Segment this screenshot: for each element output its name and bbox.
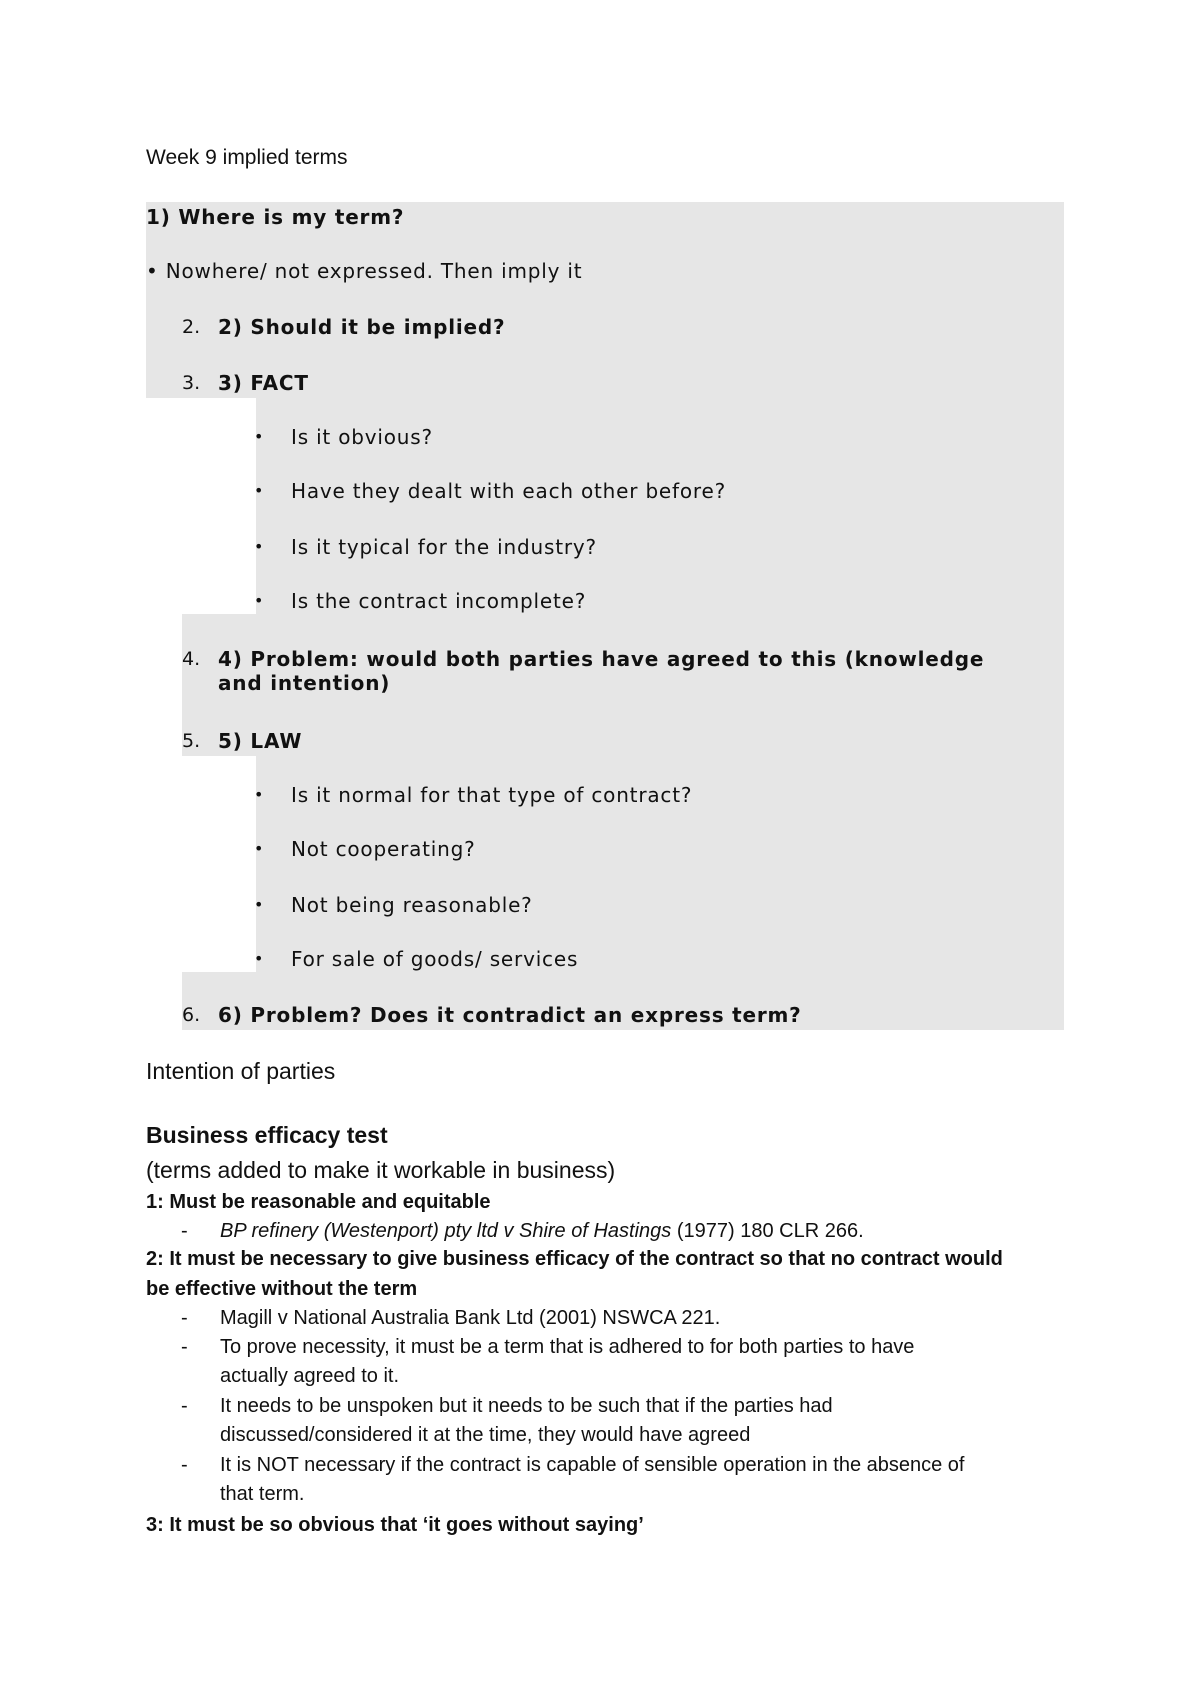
highlight-block-top — [146, 202, 1064, 398]
rule-2-point-text-line1: It is NOT necessary if the contract is capable of sensible operation in the absence of — [220, 1454, 965, 1476]
case-name: BP refinery (Westenport) pty ltd v Shire of Hastings — [220, 1220, 672, 1242]
rule-2-point — [183, 1332, 1053, 1392]
outline-item-number: 5. — [182, 730, 201, 752]
rule-2-line2: be effective without the term — [146, 1278, 418, 1300]
rule-1: 1: Must be reasonable and equitable — [146, 1191, 491, 1213]
outline-item-number: 4. — [182, 648, 201, 670]
fact-bullet-text: Have they dealt with each other before? — [291, 479, 727, 503]
bullet-icon: • — [254, 839, 265, 858]
outline-question-1: 1) Where is my term? — [146, 205, 405, 229]
rule-2-point-text: Magill v National Australia Bank Ltd (2001) NSWCA 221. — [220, 1307, 721, 1329]
law-bullet-text: Not cooperating? — [291, 837, 476, 861]
outline-item-text: 5) LAW — [218, 729, 303, 753]
bullet-icon: • — [254, 427, 265, 446]
law-bullet-text: Not being reasonable? — [291, 893, 533, 917]
bullet-icon: • — [254, 949, 265, 968]
rule-2-point-text-line1: To prove necessity, it must be a term that is adhered to for both parties to have — [220, 1336, 915, 1358]
fact-bullet-text: Is the contract incomplete? — [291, 589, 587, 613]
rule-2-point — [183, 1450, 1053, 1510]
law-bullet-text: Is it normal for that type of contract? — [291, 783, 693, 807]
outline-item-number: 3. — [182, 372, 201, 394]
outline-item-number: 6. — [182, 1004, 201, 1026]
case-citation: (1977) 180 CLR 266. — [671, 1220, 864, 1242]
bullet-icon: • — [254, 785, 265, 804]
dash-icon: - — [181, 1220, 188, 1242]
rule-2-point-text-line2: that term. — [220, 1483, 305, 1505]
bullet-icon: • — [254, 895, 265, 914]
dash-icon: - — [181, 1395, 188, 1417]
law-bullet-text: For sale of goods/ services — [291, 947, 579, 971]
outline-item-4 — [146, 646, 1066, 698]
dash-icon: - — [181, 1336, 188, 1358]
fact-bullet-text: Is it obvious? — [291, 425, 433, 449]
rule-2-point-text-line2: actually agreed to it. — [220, 1365, 399, 1387]
business-efficacy-subheading: (terms added to make it workable in business) — [146, 1157, 616, 1183]
bullet-icon: • — [254, 591, 265, 610]
outline-question-1-answer: • Nowhere/ not expressed. Then imply it — [146, 259, 583, 283]
rule-2-line1: 2: It must be necessary to give business efficacy of the contract so that no contract would — [146, 1248, 1003, 1270]
page-title: Week 9 implied terms — [146, 146, 348, 169]
rule-2-point-text-line2: discussed/considered it at the time, they would have agreed — [220, 1424, 751, 1446]
fact-bullet-text: Is it typical for the industry? — [291, 535, 597, 559]
rule-3: 3: It must be so obvious that ‘it goes without saying’ — [146, 1514, 644, 1536]
dash-icon: - — [181, 1454, 188, 1476]
outline-item-number: 2. — [182, 316, 201, 338]
outline-item-text-line1: 4) Problem: would both parties have agreed to this (knowledge — [218, 647, 985, 671]
intention-heading: Intention of parties — [146, 1058, 336, 1084]
dash-icon: - — [181, 1307, 188, 1329]
business-efficacy-heading: Business efficacy test — [146, 1122, 388, 1148]
rule-2-point — [183, 1391, 1053, 1451]
rule-2-point-text-line1: It needs to be unspoken but it needs to be such that if the parties had — [220, 1395, 833, 1417]
bullet-icon: • — [254, 537, 265, 556]
outline-item-text: 2) Should it be implied? — [218, 315, 506, 339]
outline-item-text-line2: and intention) — [218, 671, 391, 695]
outline-item-text: 6) Problem? Does it contradict an express term? — [218, 1003, 802, 1027]
outline-item-text: 3) FACT — [218, 371, 309, 395]
bullet-icon: • — [254, 481, 265, 500]
